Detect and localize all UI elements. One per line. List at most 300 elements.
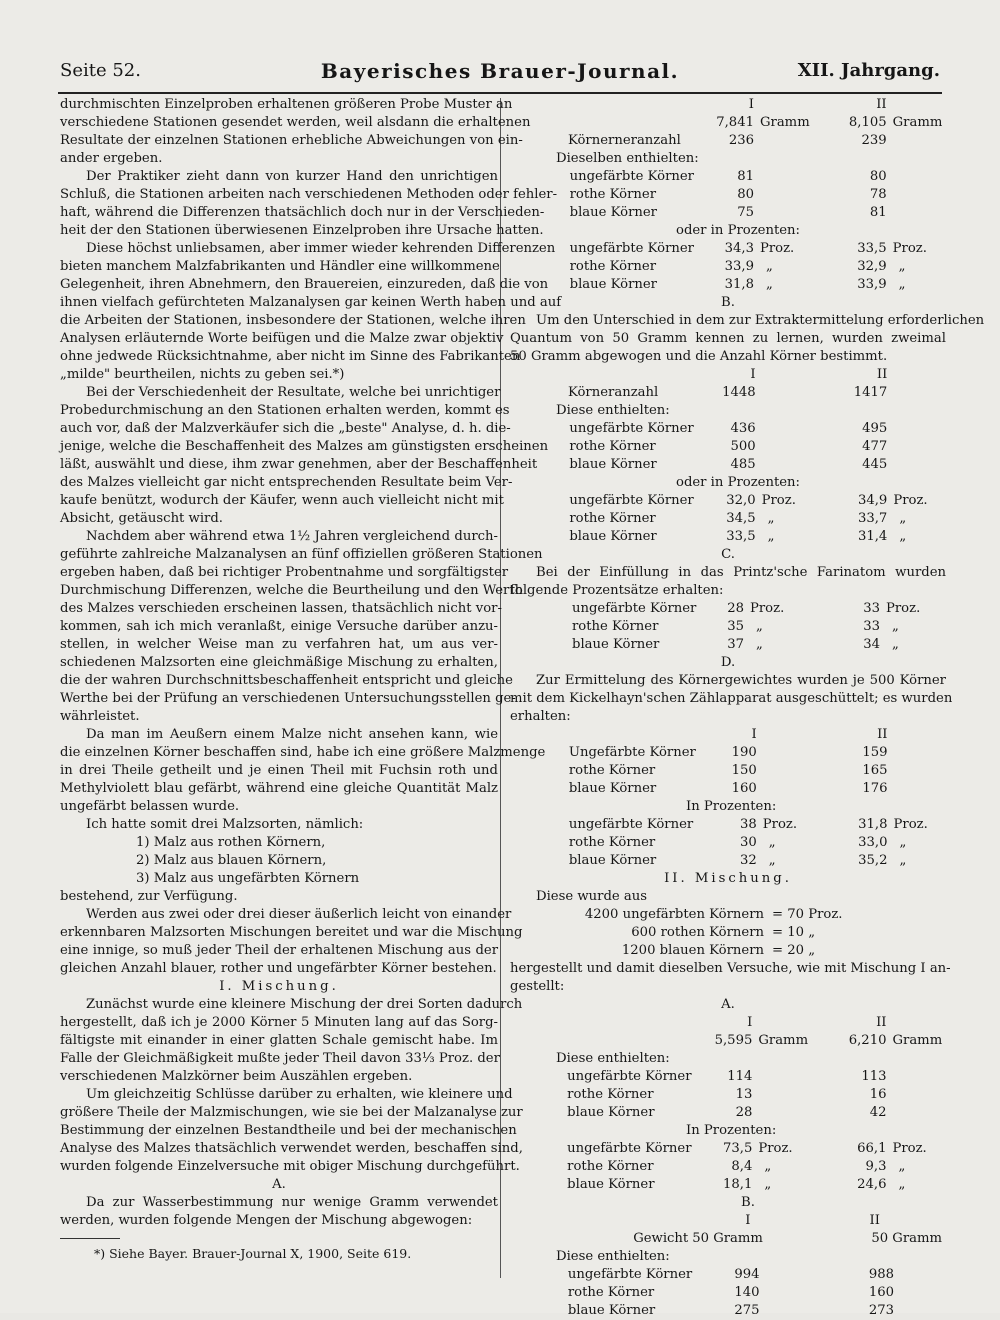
row-label: blaue Körner	[567, 1105, 655, 1120]
row-label: blaue Körner	[568, 781, 657, 796]
table-row	[510, 1104, 946, 1122]
table-cell: „	[764, 1177, 772, 1192]
table-cell: Proz.	[892, 1141, 927, 1156]
table-row	[510, 1122, 946, 1140]
text-line: haft, während die Differenzen thatsächlich doch nur in der Verschieden-	[60, 205, 545, 220]
text-line: durchmischten Einzelproben erhaltenen größeren Probe Muster an	[60, 97, 513, 112]
volume-label: XII. Jahrgang.	[797, 60, 940, 81]
table-cell: 236	[728, 133, 754, 148]
table-cell: Proz.	[893, 493, 928, 508]
table-cell: „	[767, 529, 775, 544]
table-cell: 1448	[722, 385, 756, 400]
table-cell: 38	[739, 817, 757, 832]
text-line: die einzelnen Körner beschaffen sind, habe ich eine größere Malzmenge	[60, 745, 546, 760]
table-cell: 34,9	[857, 493, 888, 508]
table-cell: Proz.	[750, 601, 785, 616]
table-row	[510, 114, 946, 132]
table-cell: 34	[863, 637, 880, 652]
text-line: Analysen erläuternde Worte beifügen und die Malze zwar objektiv	[60, 331, 504, 346]
table-cell: 75	[737, 205, 754, 220]
table-cell: 80	[737, 187, 754, 202]
table-cell: 80	[869, 169, 887, 184]
table-row	[510, 204, 946, 222]
table-row	[510, 96, 946, 114]
table-cell: 32	[739, 853, 757, 868]
table-row	[510, 798, 946, 816]
text-line: Probedurchmischung an den Stationen erhalten werden, kommt es	[60, 403, 510, 418]
table-cell: „	[898, 259, 906, 274]
text-line: Absicht, getäuscht wird.	[60, 511, 223, 526]
row-label: ungefärbte Körner	[567, 1069, 692, 1084]
footnote-rule	[60, 1238, 120, 1239]
text-line: Quantum von 50 Gramm kennen zu lernen, wurden zweimal	[510, 331, 946, 346]
table-row	[510, 240, 946, 258]
table-cell: 485	[730, 457, 756, 472]
results-table	[510, 96, 946, 294]
subsection-letter: A.	[721, 997, 735, 1012]
column-header: I	[748, 97, 754, 112]
row-label: Ungefärbte Körner	[568, 745, 696, 760]
table-row	[510, 420, 946, 438]
table-cell: 33,0	[858, 835, 888, 850]
table-row	[510, 1248, 946, 1266]
footnote: *) Siehe Bayer. Brauer-Journal X, 1900, Seite 619.	[94, 1246, 412, 1261]
table-cell: 34,3	[724, 241, 754, 256]
table-row	[510, 1302, 946, 1320]
text-line: bestehend, zur Verfügung.	[60, 889, 238, 904]
table-cell: = 20 „	[772, 943, 816, 958]
text-line: gestellt:	[510, 979, 565, 994]
table-cell: „	[764, 1159, 772, 1174]
table-row	[510, 456, 946, 474]
table-cell: 9,3	[865, 1159, 887, 1174]
table-cell: 500	[730, 439, 756, 454]
table-cell: 31,4	[857, 529, 888, 544]
table-cell: 50 Gramm	[692, 1231, 763, 1246]
row-label: rothe Körner	[569, 259, 657, 274]
text-line: 50 Gramm abgewogen und die Anzahl Körner bestimmt.	[510, 349, 888, 364]
table-cell: 150	[731, 763, 757, 778]
text-line: Nachdem aber während etwa 1½ Jahren vergleichend durch-	[86, 529, 498, 544]
text-line: Um den Unterschied in dem zur Extraktermittelung erforderlichen	[536, 313, 985, 328]
row-label: oder in Prozenten:	[676, 223, 800, 238]
text-line: währleistet.	[60, 709, 140, 724]
text-line: heit der den Stationen überwiesenen Einzelproben ihre Ursache hatten.	[60, 223, 544, 238]
table-row	[510, 906, 946, 924]
table-row	[510, 438, 946, 456]
text-line: in drei Theile getheilt und je einen Theil mit Fuchsin roth und	[60, 763, 498, 778]
table-row	[510, 816, 946, 834]
text-line: Bei der Einfüllung in das Printz'sche Farinatom wurden	[536, 565, 946, 580]
table-cell: „	[767, 511, 775, 526]
results-table	[510, 726, 946, 870]
table-row	[510, 834, 946, 852]
results-table	[510, 600, 940, 654]
table-cell: Proz.	[886, 601, 921, 616]
table-cell: 33,5	[726, 529, 756, 544]
table-cell: 73,5	[722, 1141, 753, 1156]
text-line: Schluß, die Stationen arbeiten nach verschiedenen Methoden oder fehler-	[60, 187, 558, 202]
table-cell: 33,9	[857, 277, 887, 292]
table-cell: Gramm	[758, 1033, 809, 1048]
text-line: Zur Ermittelung des Körnergewichtes wurden je 500 Körner	[536, 673, 946, 688]
journal-title: Bayerisches Brauer-Journal.	[320, 59, 680, 83]
row-label: blaue Körner	[568, 853, 657, 868]
row-label: rothe Körner	[569, 439, 656, 454]
text-line: Bei der Verschiedenheit der Resultate, welche bei unrichtiger	[86, 385, 501, 400]
column-header: I	[751, 727, 757, 742]
table-cell: 30	[739, 835, 757, 850]
table-cell: 33,5	[857, 241, 887, 256]
text-line: Resultate der einzelnen Stationen erhebliche Abweichungen von ein-	[60, 133, 523, 148]
table-cell: = 10 „	[772, 925, 816, 940]
row-label: blaue Körner	[569, 457, 657, 472]
page-header	[60, 60, 940, 86]
table-cell: 13	[735, 1087, 753, 1102]
subsection-letter: A.	[272, 1177, 286, 1192]
table-cell: 35,2	[858, 853, 888, 868]
table-row	[510, 1014, 946, 1032]
table-cell: 33,9	[724, 259, 754, 274]
text-line: erhalten:	[510, 709, 571, 724]
table-row	[510, 258, 946, 276]
text-line: ohne jedwede Rücksichtnahme, aber nicht im Sinne des Fabrikanten	[60, 349, 521, 364]
table-cell: „	[899, 511, 907, 526]
row-label: rothe Körner	[569, 187, 657, 202]
table-cell: 436	[730, 421, 756, 436]
table-row	[510, 726, 946, 744]
table-cell: 42	[869, 1105, 887, 1120]
table-cell: 239	[861, 133, 887, 148]
text-line: größere Theile der Malzmischungen, wie sie bei der Malzanalyse zur	[60, 1105, 523, 1120]
table-row	[510, 924, 946, 942]
table-row	[510, 1068, 946, 1086]
text-line: werden, wurden folgende Mengen der Mischung abgewogen:	[60, 1213, 473, 1228]
row-label: ungefärbte Körner	[569, 241, 694, 256]
column-header: I	[747, 1015, 753, 1030]
text-line: Werthe bei der Prüfung an verschiedenen Untersuchungsstellen ge-	[60, 691, 516, 706]
table-cell: „	[899, 853, 907, 868]
right-column	[510, 96, 985, 1320]
text-line: des Malzes verschieden erscheinen lassen, thatsächlich nicht vor-	[60, 601, 502, 616]
text-line: Diese wurde aus	[536, 889, 648, 904]
row-label: In Prozenten:	[686, 1123, 777, 1138]
text-line: ergeben haben, daß bei richtiger Probentnahme und sorgfältigster	[60, 565, 509, 580]
row-label: blaue Körner	[572, 637, 660, 652]
table-row	[510, 780, 946, 798]
table-row	[510, 600, 940, 618]
table-cell: 34,5	[726, 511, 756, 526]
text-line: folgende Prozentsätze erhalten:	[510, 583, 724, 598]
table-cell: 114	[727, 1069, 753, 1084]
table-cell: „	[768, 853, 776, 868]
table-cell: 160	[731, 781, 757, 796]
list-item: 2) Malz aus blauen Körnern,	[136, 853, 327, 868]
table-row	[510, 852, 946, 870]
table-row	[510, 402, 946, 420]
table-cell: 32,0	[726, 493, 756, 508]
table-cell: 7,841	[716, 115, 754, 130]
subsection-letter: D.	[720, 655, 736, 670]
table-cell: „	[898, 277, 906, 292]
text-line: schiedenen Malzsorten eine gleichmäßige Mischung zu erhalten,	[60, 655, 498, 670]
text-line: verschiedenen Malzkörner beim Auszählen ergeben.	[60, 1069, 413, 1084]
row-label: blaue Körner	[569, 205, 657, 220]
row-label: ungefärbte Körner	[569, 421, 694, 436]
table-cell: 32,9	[857, 259, 887, 274]
table-row	[510, 528, 946, 546]
text-line: bieten manchem Malzfabrikanten und Händler eine willkommene	[60, 259, 500, 274]
table-cell: 18,1	[722, 1177, 753, 1192]
table-cell: 165	[862, 763, 888, 778]
text-line: hergestellt, daß ich je 2000 Körner 5 Minuten lang auf das Sorg-	[60, 1015, 498, 1030]
column-header: I	[745, 1213, 751, 1228]
table-cell: 81	[737, 169, 754, 184]
text-line: Diese höchst unliebsamen, aber immer wieder kehrenden Differenzen	[86, 241, 556, 256]
table-row	[510, 186, 946, 204]
table-row	[510, 1266, 946, 1284]
left-column	[60, 96, 562, 1263]
table-cell: Proz.	[758, 1141, 793, 1156]
row-label: ungefärbte Körner	[568, 817, 694, 832]
text-line: läßt, auswählt und diese, ihm zwar genehmen, aber der Beschaffenheit	[60, 457, 538, 472]
table-cell: „	[899, 835, 907, 850]
row-label: In Prozenten:	[686, 799, 777, 814]
text-line: Um gleichzeitig Schlüsse darüber zu erhalten, wie kleinere und	[86, 1087, 513, 1102]
text-line: wurden folgende Einzelversuche mit obiger Mischung durchgeführt.	[60, 1159, 520, 1174]
text-line: kaufe benützt, wodurch der Käufer, wenn auch vielleicht nicht mit	[60, 493, 504, 508]
table-cell: 31,8	[858, 817, 888, 832]
table-row	[510, 1086, 946, 1104]
table-cell: 33	[863, 619, 880, 634]
table-cell: 190	[731, 745, 757, 760]
subsection-letter: C.	[721, 547, 735, 562]
table-cell: Gramm	[892, 115, 943, 130]
table-cell: „	[756, 637, 763, 652]
table-cell: 50 Gramm	[871, 1231, 942, 1246]
table-cell: 600 rothen Körnern	[631, 925, 764, 940]
row-label: rothe Körner	[567, 1285, 655, 1300]
table-row	[510, 1032, 946, 1050]
row-label: Gewicht	[633, 1231, 689, 1246]
column-header: II	[877, 727, 888, 742]
table-cell: 6,210	[848, 1033, 887, 1048]
table-cell: Proz.	[759, 241, 795, 256]
row-label: ungefärbte Körner	[569, 169, 694, 184]
table-cell: 275	[734, 1303, 760, 1318]
row-label: Diese enthielten:	[556, 403, 670, 418]
row-label: blaue Körner	[569, 529, 657, 544]
table-cell: 28	[727, 601, 744, 616]
row-label: oder in Prozenten:	[676, 475, 800, 490]
table-cell: 4200 ungefärbten Körnern	[584, 907, 764, 922]
text-line: ihnen vielfach gefürchteten Malzanalysen gar keinen Werth haben und auf	[60, 295, 562, 310]
table-cell: 273	[868, 1303, 894, 1318]
subsection-letter: B.	[721, 295, 735, 310]
row-label: rothe Körner	[567, 1087, 654, 1102]
table-cell: „	[765, 259, 773, 274]
row-label: rothe Körner	[569, 511, 656, 526]
column-header: II	[876, 367, 888, 382]
column-header: I	[750, 367, 756, 382]
results-table	[510, 1014, 946, 1194]
table-cell: 495	[862, 421, 888, 436]
table-cell: „	[898, 1159, 906, 1174]
column-header: II	[869, 1213, 880, 1228]
row-label: rothe Körner	[568, 835, 656, 850]
table-row	[510, 744, 946, 762]
table-cell: 35	[727, 619, 744, 634]
table-cell: 81	[869, 205, 887, 220]
table-row	[510, 618, 940, 636]
results-table	[510, 366, 946, 546]
text-line: fältigste mit einander in einer glatten Schale gemischt habe. Im	[60, 1033, 498, 1048]
text-line: verschiedene Stationen gesendet werden, weil alsdann die erhaltenen	[60, 115, 531, 130]
text-line: jenige, welche die Beschaffenheit des Malzes am günstigsten erscheinen	[60, 439, 549, 454]
table-cell: 176	[862, 781, 888, 796]
text-line: die der wahren Durchschnittsbeschaffenheit entspricht und gleiche	[60, 673, 513, 688]
table-row	[510, 636, 940, 654]
subsection-letter: B.	[741, 1195, 755, 1210]
table-row	[510, 1050, 946, 1068]
table-cell: 159	[862, 745, 888, 760]
row-label: ungefärbte Körner	[572, 601, 697, 616]
table-cell: 1200 blauen Körnern	[621, 943, 764, 958]
table-cell: Proz.	[761, 493, 796, 508]
table-cell: 5,595	[714, 1033, 753, 1048]
row-label: rothe Körner	[572, 619, 659, 634]
table-row	[510, 510, 946, 528]
results-table	[510, 1194, 946, 1320]
table-cell: „	[892, 637, 899, 652]
text-line: Da zur Wasserbestimmung nur wenige Gramm verwendet	[86, 1195, 498, 1210]
table-cell: 31,8	[724, 277, 754, 292]
list-item: 1) Malz aus rothen Körnern,	[136, 835, 326, 850]
table-cell: 78	[869, 187, 887, 202]
table-cell: Gramm	[892, 1033, 943, 1048]
list-item: 3) Malz aus ungefärbten Körnern	[136, 871, 360, 886]
table-cell: Proz.	[893, 817, 928, 832]
header-rule	[58, 92, 942, 94]
table-row	[510, 492, 946, 510]
table-cell: „	[899, 529, 907, 544]
table-cell: 24,6	[857, 1177, 887, 1192]
text-line: Zunächst wurde eine kleinere Mischung der drei Sorten dadurch	[86, 997, 523, 1012]
text-line: Werden aus zwei oder drei dieser äußerlich leicht von einander	[86, 907, 512, 922]
mixture-table	[510, 906, 946, 960]
row-label: ungefärbte Körner	[569, 493, 694, 508]
text-line: „milde" beurtheilen, nichts zu geben sei.*)	[60, 367, 345, 382]
text-line: Der Praktiker zieht dann von kurzer Hand den unrichtigen	[86, 169, 498, 184]
table-row	[510, 384, 946, 402]
table-row	[510, 222, 946, 240]
section-heading: I. Mischung.	[219, 979, 339, 994]
table-cell: Proz.	[892, 241, 927, 256]
table-cell: 33,7	[857, 511, 888, 526]
text-line: Bestimmung der einzelnen Bestandtheile und bei der mechanischen	[60, 1123, 517, 1138]
table-row	[510, 1212, 946, 1230]
table-cell: „	[768, 835, 776, 850]
row-label: Diese enthielten:	[556, 1051, 670, 1066]
table-cell: 445	[862, 457, 888, 472]
table-row	[510, 132, 946, 150]
table-cell: 8,4	[731, 1159, 753, 1174]
table-cell: „	[756, 619, 763, 634]
table-cell: 37	[727, 637, 744, 652]
text-line: stellen, in welcher Weise man zu verfahren hat, um aus ver-	[60, 637, 498, 652]
table-cell: = 70 Proz.	[772, 907, 843, 922]
table-cell: 160	[868, 1285, 894, 1300]
section-heading: II. Mischung.	[664, 871, 792, 886]
table-cell: 477	[862, 439, 888, 454]
table-cell: 8,105	[848, 115, 887, 130]
table-row	[510, 1284, 946, 1302]
row-label: ungefärbte Körner	[567, 1267, 693, 1282]
table-row	[510, 474, 946, 492]
text-line: die Arbeiten der Stationen, insbesondere der Stationen, welche ihren	[60, 313, 526, 328]
table-row	[510, 1194, 946, 1212]
row-label: blaue Körner	[567, 1177, 655, 1192]
table-cell: 113	[861, 1069, 887, 1084]
row-label: Dieselben enthielten:	[556, 151, 699, 166]
table-row	[510, 366, 946, 384]
table-cell: 66,1	[857, 1141, 887, 1156]
table-cell: 1417	[853, 385, 888, 400]
row-label: blaue Körner	[567, 1303, 656, 1318]
table-cell: 988	[868, 1267, 894, 1282]
row-label: rothe Körner	[567, 1159, 654, 1174]
text-line: Da man im Aeußern einem Malze nicht ansehen kann, wie	[86, 727, 498, 742]
table-cell: „	[898, 1177, 906, 1192]
text-line: hergestellt und damit dieselben Versuche, wie mit Mischung I an-	[510, 961, 951, 976]
text-line: Durchmischung Differenzen, welche die Beurtheilung und den Werth	[60, 583, 524, 598]
column-header: II	[876, 1015, 887, 1030]
row-label: Körneranzahl	[568, 385, 659, 400]
table-cell: 994	[734, 1267, 760, 1282]
column-header: II	[876, 97, 887, 112]
page-number: Seite 52.	[60, 60, 141, 81]
text-line: ungefärbt belassen wurde.	[60, 799, 240, 814]
text-line: ander ergeben.	[60, 151, 163, 166]
table-cell: 16	[869, 1087, 887, 1102]
text-line: erkennbaren Malzsorten Mischungen bereitet und war die Mischung	[60, 925, 523, 940]
table-row	[510, 1230, 946, 1248]
row-label: rothe Körner	[568, 763, 656, 778]
text-line: eine innige, so muß jeder Theil der erhaltenen Mischung aus der	[60, 943, 498, 958]
text-line: Gelegenheit, ihren Abnehmern, den Brauereien, einzureden, daß die von	[60, 277, 549, 292]
table-row	[510, 1140, 946, 1158]
text-line: auch vor, daß der Malzverkäufer sich die „beste" Analyse, d. h. die-	[60, 421, 511, 436]
text-line: geführte zahlreiche Malzanalysen an fünf offiziellen größeren Stationen	[60, 547, 543, 562]
row-label: Diese enthielten:	[556, 1249, 670, 1264]
table-cell: „	[892, 619, 899, 634]
table-cell: 140	[734, 1285, 760, 1300]
table-cell: Gramm	[759, 115, 810, 130]
text-line: Ich hatte somit drei Malzsorten, nämlich:	[86, 817, 364, 832]
table-row	[510, 1176, 946, 1194]
table-cell: „	[765, 277, 773, 292]
table-row	[510, 1158, 946, 1176]
text-line: Analyse des Malzes thatsächlich verwendet werden, beschaffen sind,	[60, 1141, 523, 1156]
row-label: blaue Körner	[569, 277, 657, 292]
table-row	[510, 276, 946, 294]
table-row	[510, 942, 946, 960]
text-line: Falle der Gleichmäßigkeit mußte jeder Theil davon 33⅓ Proz. der	[60, 1051, 500, 1066]
table-row	[510, 168, 946, 186]
text-line: Methylviolett blau gefärbt, während eine gleiche Quantität Malz	[60, 781, 498, 796]
row-label: ungefärbte Körner	[567, 1141, 692, 1156]
table-cell: 28	[735, 1105, 753, 1120]
